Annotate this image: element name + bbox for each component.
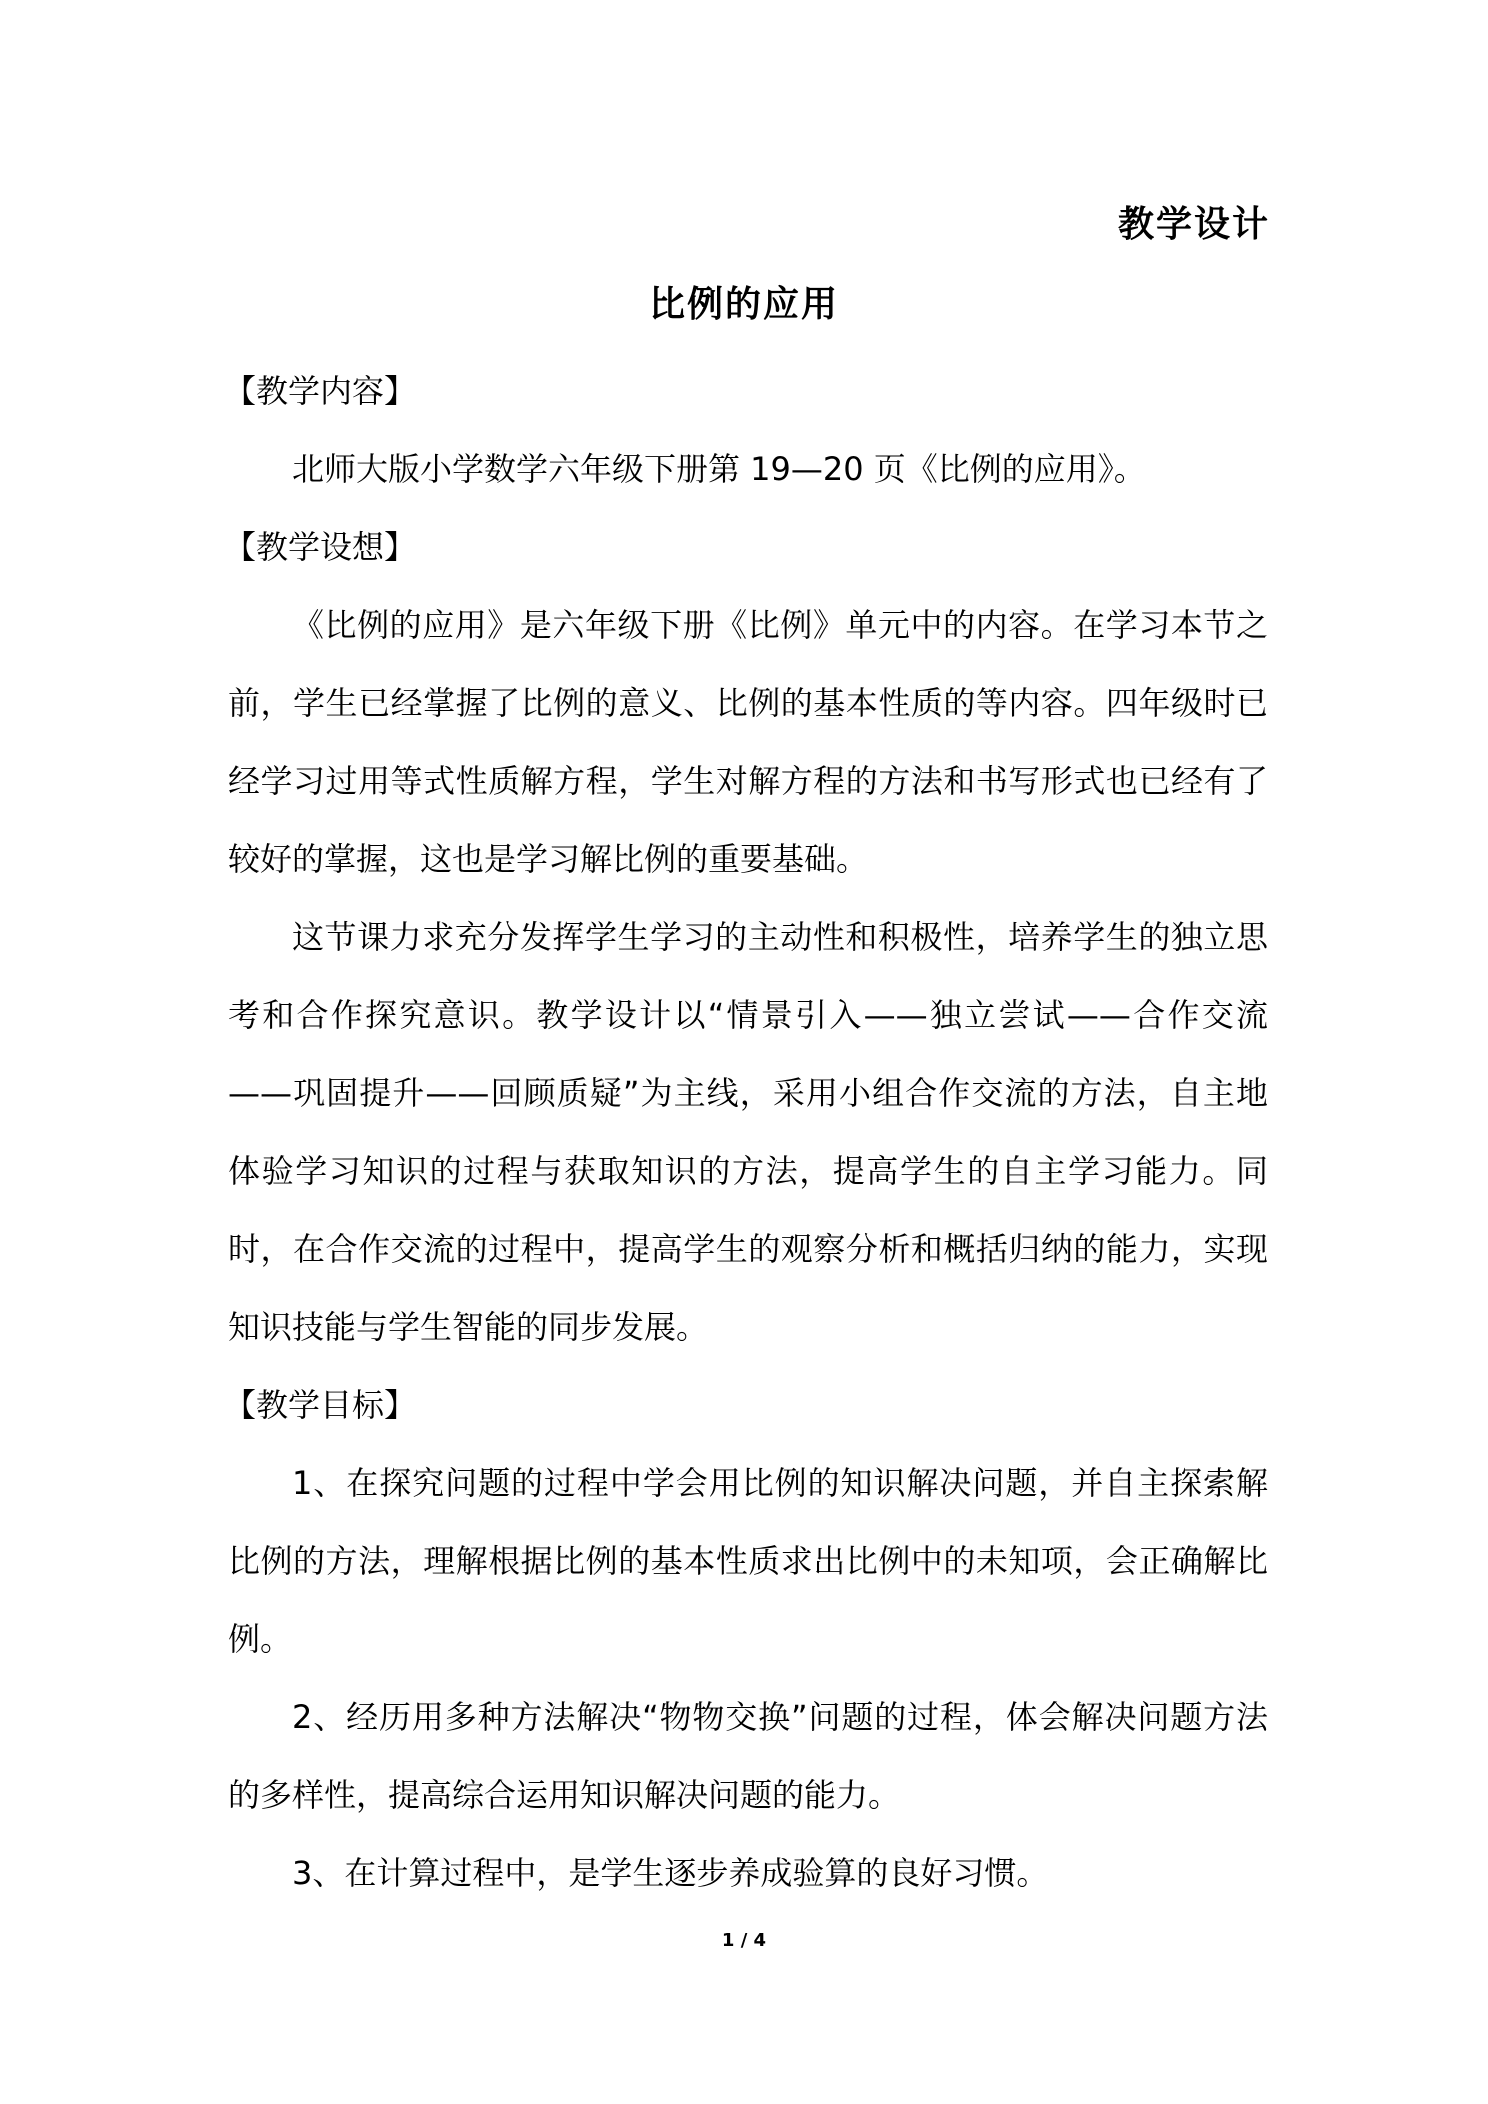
section-heading: 【教学设想】	[224, 528, 417, 566]
paragraph: 2、经历用多种方法解决“物物交换”问题的过程，体会解决问题方法的多样性，提高综合运用知识解决问题的能力。	[228, 1698, 1268, 1814]
section-teaching-idea	[224, 508, 1268, 1366]
document-body	[224, 352, 1268, 1912]
section-teaching-content	[224, 352, 1268, 508]
page-number: 1 / 4	[721, 1930, 767, 1951]
paragraph: 1、在探究问题的过程中学会用比例的知识解决问题，并自主探索解比例的方法，理解根据比例的基本性质求出比例中的未知项，会正确解比例。	[228, 1464, 1268, 1658]
paragraph: 3、在计算过程中，是学生逐步养成验算的良好习惯。	[292, 1854, 1049, 1892]
section-teaching-goals	[224, 1366, 1268, 1912]
paragraph: 《比例的应用》是六年级下册《比例》单元中的内容。在学习本节之前，学生已经掌握了比例的意义、比例的基本性质的等内容。四年级时已经学习过用等式性质解方程，学生对解方程的方法和书写形式也已经有了较好的掌握，这也是学习解比例的重要基础。	[228, 606, 1268, 878]
paragraph: 北师大版小学数学六年级下册第 19—20 页《比例的应用》。	[292, 450, 1146, 488]
document-title: 比例的应用	[648, 284, 839, 325]
section-heading: 【教学目标】	[224, 1386, 417, 1424]
section-heading: 【教学内容】	[224, 372, 417, 410]
paragraph: 这节课力求充分发挥学生学习的主动性和积极性，培养学生的独立思考和合作探究意识。教学设计以“情景引入——独立尝试——合作交流——巩固提升——回顾质疑”为主线，采用小组合作交流的方法，自主地体验学习知识的过程与获取知识的方法，提高学生的自主学习能力。同时，在合作交流的过程中，提高学生的观察分析和概括归纳的能力，实现知识技能与学生智能的同步发展。	[228, 918, 1268, 1346]
header-label: 教学设计	[1117, 204, 1270, 245]
